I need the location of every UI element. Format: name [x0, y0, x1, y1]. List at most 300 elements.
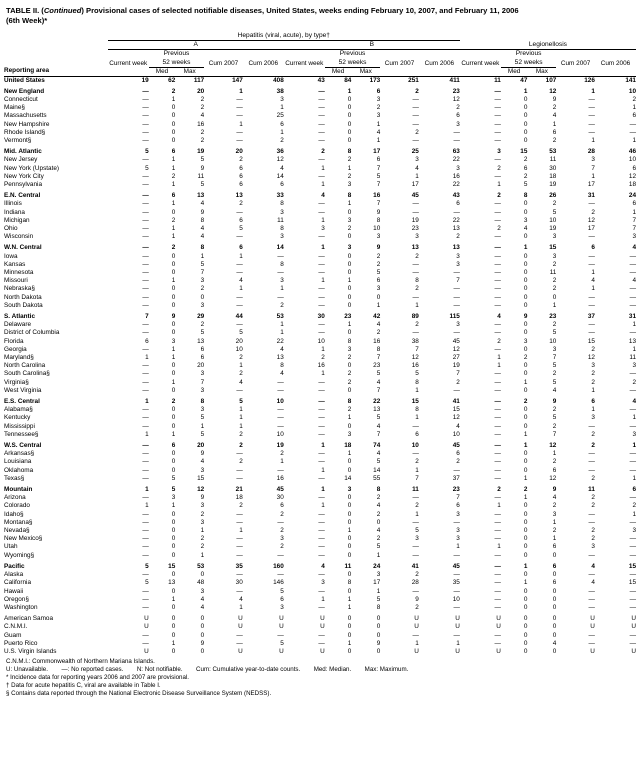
row-cell: 2 — [591, 535, 595, 543]
row-cell: 2 — [591, 378, 595, 386]
table-row — [4, 423, 636, 431]
row-label: Mid. Atlantic — [4, 148, 42, 156]
row-cell: U — [279, 615, 284, 623]
row-cell: 5 — [145, 579, 149, 587]
row-cell: — — [318, 543, 325, 551]
table-row — [4, 604, 636, 612]
table-row — [4, 209, 636, 217]
row-cell: — — [453, 603, 460, 611]
row-cell: — — [494, 301, 501, 309]
row-cell: 2 — [280, 543, 284, 551]
row-cell: 12 — [549, 474, 557, 482]
row-cell: 1 — [145, 398, 149, 406]
row-cell: — — [494, 233, 501, 241]
row-cell: 1 — [523, 378, 528, 386]
row-cell: — — [412, 518, 419, 526]
row-cell: 5 — [145, 164, 149, 172]
row-cell: 0 — [552, 603, 557, 611]
row-cell: — — [236, 260, 243, 268]
row-cell: 18 — [235, 494, 243, 502]
row-cell: — — [277, 252, 284, 260]
row-cell: — — [277, 422, 284, 430]
row-cell: 0 — [523, 362, 528, 370]
row-cell: — — [236, 301, 243, 309]
row-cell: 3 — [347, 244, 352, 252]
row-cell: 2 — [171, 87, 176, 95]
52weeks-label-l: 52 weeks — [501, 59, 556, 68]
row-cell: 8 — [523, 192, 528, 200]
row-cell: 10 — [235, 345, 243, 353]
row-label: W.S. Central — [4, 442, 42, 450]
row-cell: — — [318, 104, 325, 112]
row-cell: 12 — [411, 354, 419, 362]
row-cell: — — [318, 587, 325, 595]
row-cell: 6 — [632, 200, 636, 208]
row-cell: 2 — [591, 345, 595, 353]
row-cell: 6 — [456, 502, 460, 510]
row-cell: 2 — [200, 104, 205, 112]
row-cell: 1 — [239, 422, 243, 430]
row-cell: — — [277, 406, 284, 414]
table-row — [4, 200, 636, 208]
row-label: United States — [4, 76, 45, 84]
row-cell: 9 — [376, 639, 381, 647]
row-cell: — — [453, 386, 460, 394]
row-cell: — — [629, 120, 636, 128]
table-row — [4, 543, 636, 551]
row-cell: 74 — [373, 442, 381, 450]
row-cell: 2 — [415, 458, 419, 466]
row-label: Nebraska§ — [4, 285, 35, 293]
row-label: S. Atlantic — [4, 313, 36, 320]
row-cell: 0 — [523, 277, 528, 285]
row-cell: 3 — [552, 345, 557, 353]
row-cell: 4 — [280, 370, 284, 378]
row-cell: 9 — [415, 595, 419, 603]
row-cell: — — [142, 112, 149, 120]
row-cell: 0 — [523, 293, 528, 301]
row-cell: — — [318, 321, 325, 329]
row-cell: — — [588, 458, 595, 466]
row-cell: 0 — [347, 208, 352, 216]
row-cell: 4 — [591, 277, 595, 285]
row-cell: 0 — [523, 535, 528, 543]
row-cell: 2 — [376, 252, 381, 260]
row-cell: 5 — [552, 414, 557, 422]
row-cell: 1 — [239, 406, 243, 414]
row-cell: 2 — [239, 156, 243, 164]
row-cell: 3 — [200, 370, 205, 378]
row-cell: 0 — [171, 252, 176, 260]
row-cell: 0 — [552, 293, 557, 301]
row-cell: 6 — [280, 502, 284, 510]
table-row — [4, 277, 636, 285]
table-row — [4, 486, 636, 494]
row-cell: 0 — [376, 293, 381, 301]
row-cell: 4 — [200, 112, 205, 120]
row-cell: 15 — [587, 337, 595, 345]
row-cell: 1 — [347, 414, 352, 422]
table-row — [4, 475, 636, 483]
row-cell: 1 — [347, 639, 352, 647]
row-cell: 3 — [456, 321, 460, 329]
row-cell: 1 — [145, 486, 149, 494]
row-cell: 31 — [628, 313, 636, 320]
row-cell: — — [629, 458, 636, 466]
row-cell: 10 — [276, 398, 284, 406]
row-cell: 9 — [200, 164, 205, 172]
row-cell: 4 — [321, 562, 325, 570]
row-cell: 4 — [239, 378, 243, 386]
row-cell: 45 — [452, 442, 460, 450]
row-cell: — — [318, 156, 325, 164]
row-cell: — — [142, 216, 149, 224]
table-row — [4, 596, 636, 604]
row-cell: 12 — [452, 414, 460, 422]
row-cell: 1 — [376, 120, 381, 128]
row-cell: — — [629, 631, 636, 639]
row-cell: 1 — [321, 180, 325, 188]
row-cell: — — [142, 362, 149, 370]
row-label: Indiana — [4, 208, 25, 216]
row-cell: — — [494, 370, 501, 378]
row-cell: — — [236, 95, 243, 103]
row-cell: 15 — [628, 562, 636, 570]
row-cell: 23 — [452, 87, 460, 95]
row-label: Pennsylvania — [4, 180, 43, 188]
row-cell: 2 — [171, 244, 176, 252]
row-cell: 15 — [452, 406, 460, 414]
row-cell: — — [142, 370, 149, 378]
row-cell: 7 — [456, 277, 460, 285]
row-cell: 0 — [523, 450, 528, 458]
row-cell: 2 — [171, 172, 176, 180]
row-cell: 1 — [321, 164, 325, 172]
row-cell: 2 — [200, 128, 205, 136]
row-cell: — — [494, 579, 501, 587]
row-cell: — — [494, 104, 501, 112]
row-cell: — — [277, 414, 284, 422]
row-cell: 5 — [376, 458, 381, 466]
row-cell: 3 — [347, 180, 352, 188]
row-cell: 2 — [321, 354, 325, 362]
row-cell: U — [455, 615, 460, 623]
row-cell: 1 — [523, 244, 528, 252]
row-cell: 2 — [591, 494, 595, 502]
table-row — [4, 431, 636, 439]
row-cell: — — [629, 543, 636, 551]
row-cell: 1 — [376, 587, 381, 595]
med-header-a: Med — [155, 67, 169, 75]
row-cell: 8 — [280, 260, 284, 268]
row-cell: — — [629, 370, 636, 378]
row-cell: 13 — [452, 224, 460, 232]
row-cell: — — [236, 293, 243, 301]
med-header-b: Med — [331, 67, 345, 75]
row-cell: — — [318, 285, 325, 293]
row-cell: — — [588, 120, 595, 128]
header-ab-row — [4, 41, 636, 50]
row-cell: 0 — [347, 128, 352, 136]
row-cell: 16 — [317, 362, 325, 370]
row-cell: 13 — [373, 406, 381, 414]
row-cell: — — [236, 543, 243, 551]
row-cell: — — [453, 329, 460, 337]
row-cell: — — [629, 571, 636, 579]
row-cell: — — [318, 252, 325, 260]
row-cell: 6 — [280, 180, 284, 188]
row-cell: — — [318, 293, 325, 301]
row-cell: U — [320, 647, 325, 655]
row-cell: — — [142, 474, 149, 482]
row-cell: U — [631, 647, 636, 655]
row-cell: — — [318, 95, 325, 103]
row-cell: 1 — [415, 301, 419, 309]
row-cell: 1 — [591, 172, 595, 180]
row-cell: 3 — [456, 535, 460, 543]
row-cell: — — [142, 458, 149, 466]
row-cell: 3 — [200, 466, 205, 474]
row-cell: 19 — [452, 362, 460, 370]
table-row — [4, 535, 636, 543]
row-cell: 3 — [456, 510, 460, 518]
row-cell: 15 — [197, 474, 205, 482]
table-row — [4, 362, 636, 370]
row-cell: 0 — [347, 252, 352, 260]
row-cell: 16 — [373, 192, 381, 200]
row-cell: 2 — [200, 136, 205, 144]
row-cell: 3 — [280, 208, 284, 216]
row-cell: — — [142, 494, 149, 502]
row-cell: 6 — [552, 128, 557, 136]
row-cell: 1 — [321, 345, 325, 353]
row-cell: 14 — [373, 466, 381, 474]
row-cell: 1 — [591, 386, 595, 394]
row-cell: — — [318, 136, 325, 144]
row-cell: U — [279, 623, 284, 631]
row-cell: 45 — [452, 337, 460, 345]
row-cell: 1 — [632, 321, 636, 329]
row-cell: — — [494, 329, 501, 337]
row-cell: 13 — [276, 354, 284, 362]
row-cell: 1 — [171, 95, 176, 103]
row-cell: 2 — [456, 233, 460, 241]
row-label: North Dakota — [4, 293, 42, 301]
row-cell: 24 — [628, 192, 636, 200]
row-label: Iowa — [4, 252, 18, 260]
table-row — [4, 338, 636, 346]
row-cell: 2 — [632, 95, 636, 103]
row-cell: — — [142, 136, 149, 144]
row-cell: 6 — [591, 244, 595, 252]
row-cell: 6 — [376, 156, 381, 164]
row-cell: 1 — [415, 466, 419, 474]
row-cell: — — [318, 329, 325, 337]
row-cell: 0 — [523, 414, 528, 422]
row-cell: — — [588, 104, 595, 112]
row-cell: 12 — [587, 216, 595, 224]
table-row — [4, 640, 636, 648]
title-rest: ) Provisional cases of selected notifiable diseases, United States, weeks ending February 10, 2007, and February 11, 2006 — [81, 6, 519, 15]
row-cell: 22 — [452, 216, 460, 224]
table-row — [4, 615, 636, 623]
table-row — [4, 406, 636, 414]
row-label: North Carolina — [4, 362, 46, 370]
row-cell: 8 — [280, 224, 284, 232]
row-cell: 2 — [239, 430, 243, 438]
row-cell: 1 — [171, 595, 176, 603]
row-cell: — — [236, 136, 243, 144]
row-cell: 0 — [376, 518, 381, 526]
row-cell: 0 — [523, 587, 528, 595]
table-row — [4, 137, 636, 145]
table-row — [4, 414, 636, 422]
row-cell: 1 — [632, 136, 636, 144]
legend-med: Med: Median. — [313, 666, 352, 674]
row-cell: 33 — [276, 192, 284, 200]
row-cell: 4 — [200, 233, 205, 241]
row-cell: 0 — [200, 615, 205, 623]
row-cell: 6 — [552, 579, 557, 587]
row-cell: — — [629, 293, 636, 301]
row-cell: 5 — [376, 543, 381, 551]
row-cell: 20 — [197, 87, 205, 95]
row-cell: — — [142, 571, 149, 579]
row-cell: 1 — [239, 603, 243, 611]
row-cell: 4 — [200, 603, 205, 611]
row-cell: — — [236, 128, 243, 136]
table-row — [4, 261, 636, 269]
row-cell: — — [629, 252, 636, 260]
table-row — [4, 217, 636, 225]
row-cell: — — [142, 95, 149, 103]
row-cell: — — [494, 639, 501, 647]
row-cell: 35 — [452, 579, 460, 587]
row-cell: — — [494, 450, 501, 458]
table-row — [4, 253, 636, 261]
row-cell: 1 — [591, 268, 595, 276]
table-row — [4, 648, 636, 656]
row-label: Louisiana — [4, 458, 32, 466]
table-row — [4, 173, 636, 181]
row-cell: 2 — [200, 321, 205, 329]
row-cell: 0 — [171, 631, 176, 639]
row-cell: — — [412, 136, 419, 144]
header-prev-row — [4, 50, 636, 59]
row-cell: 2 — [632, 502, 636, 510]
row-cell: 3 — [280, 95, 284, 103]
row-cell: 23 — [452, 486, 460, 494]
row-cell: 7 — [456, 370, 460, 378]
row-cell: — — [412, 329, 419, 337]
row-cell: 6 — [239, 216, 243, 224]
row-cell: 0 — [347, 268, 352, 276]
row-cell: 1 — [171, 277, 176, 285]
row-cell: 1 — [171, 200, 176, 208]
row-label: New Hampshire — [4, 120, 50, 128]
cum2006-header-a: Cum 2006 — [248, 59, 279, 67]
row-cell: 1 — [171, 180, 176, 188]
row-cell: — — [142, 406, 149, 414]
row-cell: 1 — [239, 120, 243, 128]
row-cell: 1 — [632, 104, 636, 112]
row-cell: — — [629, 494, 636, 502]
row-cell: 8 — [347, 337, 352, 345]
row-cell: — — [236, 474, 243, 482]
row-cell: 1 — [552, 535, 557, 543]
row-cell: 6 — [456, 450, 460, 458]
row-cell: — — [453, 551, 460, 559]
row-cell: — — [142, 587, 149, 595]
row-cell: 1 — [200, 527, 205, 535]
row-cell: — — [236, 510, 243, 518]
row-cell: 16 — [452, 172, 460, 180]
row-label: Kansas — [4, 260, 26, 268]
row-cell: 1 — [415, 639, 419, 647]
row-cell: 12 — [549, 442, 557, 450]
row-cell: — — [412, 104, 419, 112]
row-cell: 8 — [376, 216, 381, 224]
table-row — [4, 387, 636, 395]
row-cell: 18 — [628, 180, 636, 188]
row-cell: 0 — [171, 510, 176, 518]
row-cell: — — [318, 535, 325, 543]
row-cell: 3 — [347, 216, 352, 224]
table-row — [4, 442, 636, 450]
row-cell: — — [494, 321, 501, 329]
row-cell: 4 — [632, 244, 636, 252]
row-cell: 0 — [347, 466, 352, 474]
row-cell: 2 — [200, 535, 205, 543]
row-cell: — — [629, 595, 636, 603]
row-cell: 0 — [347, 587, 352, 595]
row-cell: — — [629, 406, 636, 414]
row-cell: U — [590, 647, 595, 655]
row-cell: — — [318, 260, 325, 268]
row-cell: — — [494, 378, 501, 386]
row-cell: 53 — [197, 562, 205, 570]
row-cell: 1 — [632, 414, 636, 422]
row-cell: — — [588, 450, 595, 458]
row-cell: 0 — [171, 615, 176, 623]
row-cell: — — [453, 631, 460, 639]
row-cell: 5 — [239, 329, 243, 337]
row-cell: 2 — [632, 378, 636, 386]
row-cell: 1 — [321, 370, 325, 378]
row-cell: 2 — [280, 527, 284, 535]
row-cell: 14 — [276, 172, 284, 180]
page-title — [6, 6, 634, 26]
row-cell: — — [142, 200, 149, 208]
row-cell: — — [318, 518, 325, 526]
row-cell: 2 — [497, 164, 501, 172]
row-cell: 8 — [200, 244, 205, 252]
row-label: Puerto Rico — [4, 639, 38, 647]
row-cell: 10 — [628, 87, 636, 95]
row-cell: 2 — [347, 156, 352, 164]
row-cell: 6 — [280, 595, 284, 603]
row-cell: — — [142, 510, 149, 518]
row-cell: 9 — [523, 313, 528, 320]
row-cell: — — [494, 136, 501, 144]
row-cell: 2 — [415, 87, 419, 95]
row-cell: 4 — [376, 502, 381, 510]
row-cell: 3 — [171, 494, 176, 502]
table-row — [4, 192, 636, 200]
table-row — [4, 294, 636, 302]
row-cell: 2 — [200, 95, 205, 103]
row-cell: 1 — [145, 502, 149, 510]
